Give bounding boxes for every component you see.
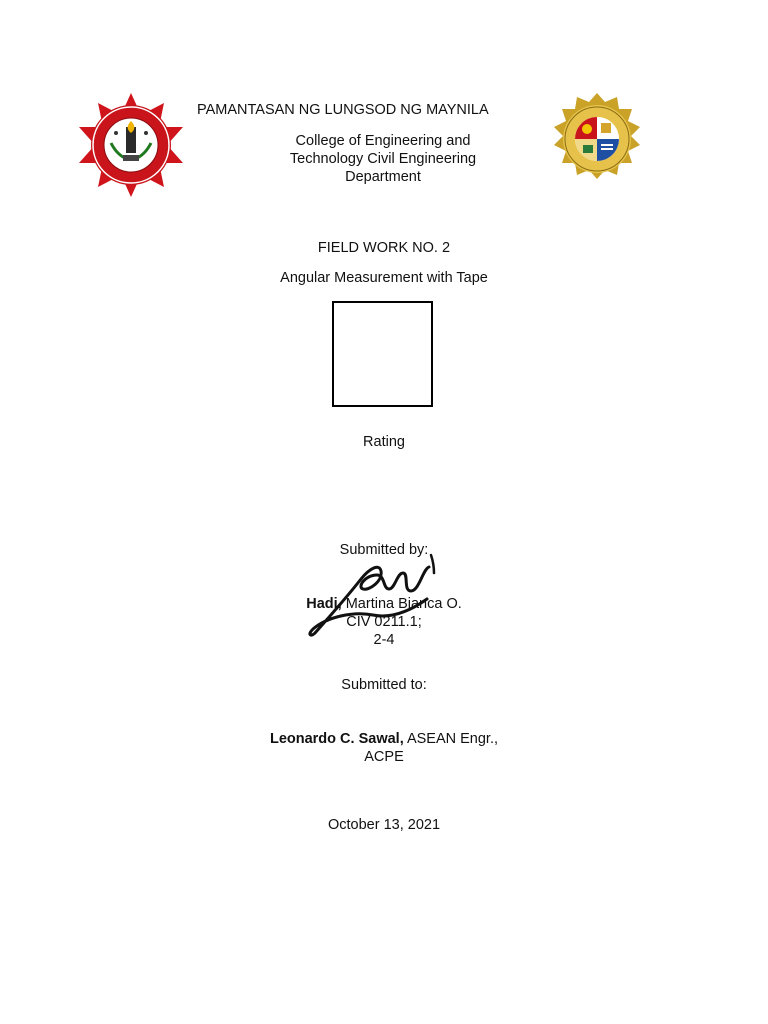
- report-title: FIELD WORK NO. 2: [317, 240, 451, 256]
- instructor-name: [214, 730, 554, 748]
- submitted-to-label: Submitted to:: [341, 677, 427, 693]
- submitted-by-label: Submitted by:: [339, 542, 429, 558]
- college-line-2: Technology Civil Engineering: [289, 151, 477, 167]
- submission-date: October 13, 2021: [327, 817, 441, 833]
- student-name: [234, 595, 534, 613]
- left-college-seal: [75, 93, 187, 197]
- student-surname: Hadi,: [306, 596, 342, 612]
- instructor-name-bold: Leonardo C. Sawal,: [269, 731, 404, 747]
- university-name: PAMANTASAN NG LUNGSOD NG MAYNILA: [197, 102, 489, 118]
- instructor-title-2: ACPE: [364, 749, 404, 765]
- student-given-name: Martina Bianca O.: [341, 596, 462, 612]
- student-course: CIV 0211.1;: [346, 614, 422, 630]
- right-university-seal: [541, 93, 653, 185]
- college-line-3: Department: [345, 169, 421, 185]
- college-line-1: College of Engineering and: [295, 133, 471, 149]
- instructor-title: ASEAN Engr.,: [403, 731, 499, 747]
- report-subtitle: Angular Measurement with Tape: [280, 270, 488, 286]
- rating-box: [332, 301, 433, 407]
- student-section: 2-4: [373, 632, 395, 648]
- rating-label: Rating: [363, 434, 405, 450]
- college-name: [258, 132, 508, 186]
